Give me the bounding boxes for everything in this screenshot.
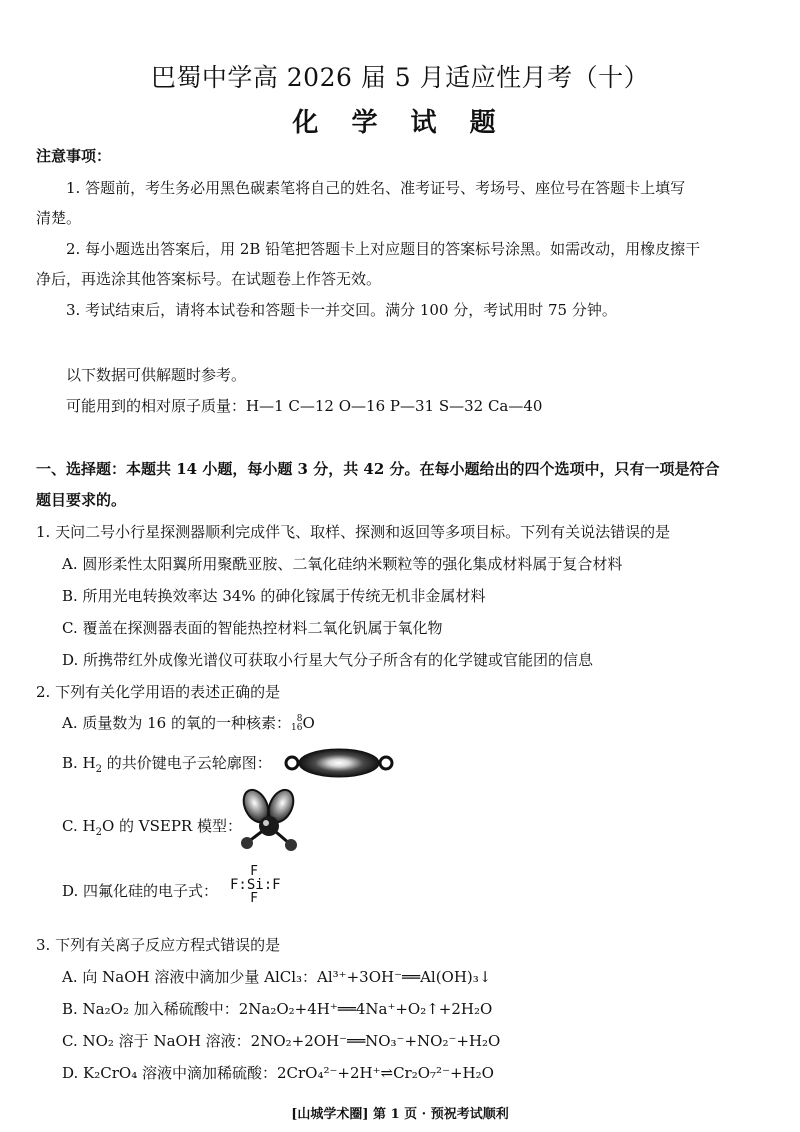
question-3-option-c: C. NO₂ 溶于 NaOH 溶液：2NO₂+2OH⁻══NO₃⁻+NO₂⁻+H₂O	[62, 1032, 501, 1050]
question-1-option-b: B. 所用光电转换效率达 34% 的砷化镓属于传统无机非金属材料	[62, 587, 486, 605]
question-2-option-c	[62, 815, 242, 836]
nuclide-symbol: O	[302, 714, 315, 732]
option-b-subscript: 2	[95, 764, 103, 775]
option-a-text: A. 质量数为 16 的氧的一种核素：	[62, 714, 291, 732]
reference-intro: 以下数据可供解题时参考。	[66, 366, 247, 384]
nuclide-atomic-number: 16	[291, 723, 303, 733]
section-heading-cont: 题目要求的。	[36, 491, 127, 509]
fluorine-bottom: F	[250, 891, 258, 906]
question-3-stem: 3. 下列有关离子反应方程式错误的是	[36, 936, 281, 954]
vsepr-model-diagram	[236, 788, 306, 860]
sigma-bond-electron-cloud-diagram	[284, 744, 394, 782]
question-2-stem: 2. 下列有关化学用语的表述正确的是	[36, 683, 281, 701]
option-b-text: B. H	[62, 754, 96, 772]
question-3-option-d: D. K₂CrO₄ 溶液中滴加稀硫酸：2CrO₄²⁻+2H⁺⇌Cr₂O₇²⁻+H₂O	[62, 1064, 494, 1082]
fluorine-top: F	[250, 864, 258, 879]
question-1-option-c: C. 覆盖在探测器表面的智能热控材料二氧化钒属于氧化物	[62, 619, 443, 637]
question-2-option-b	[62, 752, 272, 773]
page-footer: [山城学术圈] 第 1 页 · 预祝考试顺利	[291, 1107, 509, 1122]
question-1-option-d: D. 所携带红外成像光谱仪可获取小行星大气分子所含有的化学键或官能团的信息	[62, 651, 594, 669]
notice-item-2-cont: 净后，再选涂其他答案标号。在试题卷上作答无效。	[36, 270, 382, 288]
nuclide-numbers	[291, 715, 302, 733]
notice-item-1-cont: 清楚。	[36, 209, 82, 227]
atomic-masses: 可能用到的相对原子质量：H—1 C—12 O—16 P—31 S—32 Ca—40	[66, 397, 543, 415]
question-1-option-a: A. 圆形柔性太阳翼所用聚酰亚胺、二氧化硅纳米颗粒等的强化集成材料属于复合材料	[62, 555, 623, 573]
exam-title: 巴蜀中学高 2026 届 5 月适应性月考（十）	[150, 63, 650, 92]
notice-heading: 注意事项：	[36, 147, 112, 165]
question-1-stem: 1. 天问二号小行星探测器顺利完成伴飞、取样、探测和返回等多项目标。下列有关说法错误的是	[36, 523, 671, 541]
option-b-rest: 的共价键电子云轮廓图：	[102, 754, 272, 772]
notice-item-2: 2. 每小题选出答案后，用 2B 铅笔把答题卡上对应题目的答案标号涂黑。如需改动，用橡皮擦干	[66, 240, 701, 258]
question-3-option-b: B. Na₂O₂ 加入稀硫酸中：2Na₂O₂+4H⁺══4Na⁺+O₂↑+2H₂O	[62, 1000, 493, 1018]
option-c-rest: O 的 VSEPR 模型：	[101, 817, 242, 835]
fluorine-silicon-row: F:Si:F	[230, 877, 281, 893]
sif4-lewis-structure	[230, 864, 281, 906]
question-2-option-a	[62, 712, 315, 733]
nuclide-mass-number: 8	[296, 714, 303, 724]
subject-title: 化 学 试 题	[292, 108, 508, 138]
question-3-option-a: A. 向 NaOH 溶液中滴加少量 AlCl₃：Al³⁺+3OH⁻══Al(OH)₃↓	[62, 968, 492, 986]
option-c-subscript: 2	[95, 827, 102, 838]
option-c-text: C. H	[62, 817, 96, 835]
section-heading: 一、选择题：本题共 14 小题，每小题 3 分，共 42 分。在每小题给出的四个选项中，只有一项是符合	[36, 460, 720, 478]
notice-item-1: 1. 答题前，考生务必用黑色碳素笔将自己的姓名、准考证号、考场号、座位号在答题卡上填写	[66, 179, 686, 197]
notice-item-3: 3. 考试结束后，请将本试卷和答题卡一并交回。满分 100 分，考试用时 75 分钟。	[66, 301, 617, 319]
question-2-option-d: D. 四氟化硅的电子式：	[62, 882, 219, 900]
